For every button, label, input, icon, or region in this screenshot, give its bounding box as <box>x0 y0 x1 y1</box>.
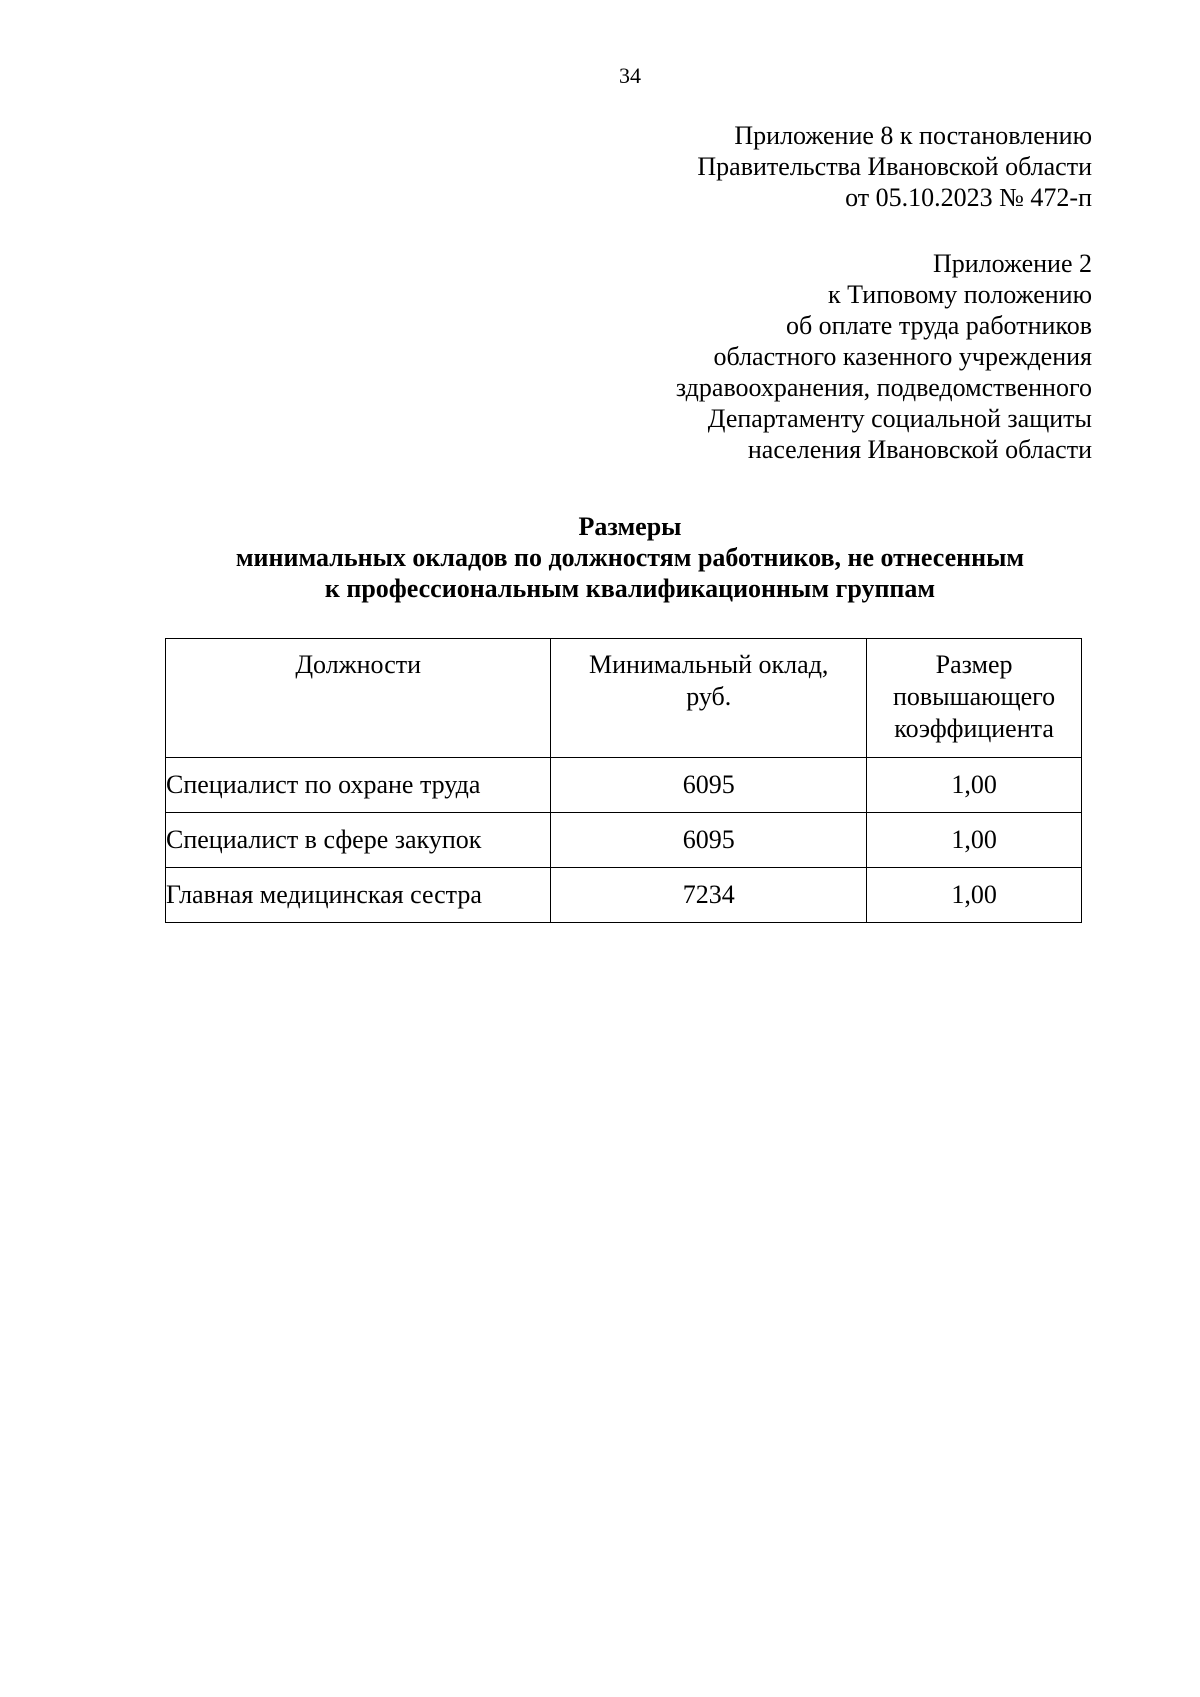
cell-position: Специалист в сфере закупок <box>166 813 551 868</box>
header-salary-text: Минимальный оклад, <box>589 650 829 679</box>
title-line: к профессиональным квалификационным группам <box>324 574 936 603</box>
appendix-2-line: населения Ивановской области <box>747 435 1092 464</box>
cell-salary: 7234 <box>551 868 867 923</box>
header-coefficient <box>867 639 1082 758</box>
header-coefficient-text: Размер <box>935 650 1013 679</box>
appendix-8-line: от 05.10.2023 № 472-п <box>845 183 1092 212</box>
appendix-2-line: Приложение 2 <box>932 249 1092 278</box>
table-row <box>166 813 1082 868</box>
header-coefficient-text: повышающего <box>892 682 1056 711</box>
title-line: Размеры <box>578 512 682 541</box>
table-header-row <box>166 639 1082 758</box>
cell-position: Специалист по охране труда <box>166 758 551 813</box>
header-position <box>166 639 551 758</box>
appendix-2-line: Департаменту социальной защиты <box>707 404 1092 433</box>
page-number: 34 <box>619 63 641 88</box>
appendix-2-line: областного казенного учреждения <box>713 342 1092 371</box>
table-row <box>166 868 1082 923</box>
appendix-2-line: здравоохранения, подведомственного <box>675 373 1092 402</box>
table-row <box>166 758 1082 813</box>
appendix-8-header <box>697 120 1092 213</box>
cell-salary: 6095 <box>551 813 867 868</box>
appendix-8-line: Правительства Ивановской области <box>697 152 1092 181</box>
cell-coefficient: 1,00 <box>867 813 1082 868</box>
cell-coefficient: 1,00 <box>867 868 1082 923</box>
cell-position: Главная медицинская сестра <box>166 868 551 923</box>
salary-table <box>165 638 1082 923</box>
title-line: минимальных окладов по должностям работников, не отнесенным <box>235 543 1025 572</box>
header-coefficient-text: коэффициента <box>894 714 1054 743</box>
appendix-2-header <box>676 248 1092 465</box>
header-salary <box>551 639 867 758</box>
appendix-2-line: об оплате труда работников <box>785 311 1092 340</box>
cell-coefficient: 1,00 <box>867 758 1082 813</box>
appendix-2-line: к Типовому положению <box>827 280 1092 309</box>
header-salary-text: руб. <box>686 682 732 711</box>
header-position-text: Должности <box>295 650 422 679</box>
appendix-8-line: Приложение 8 к постановлению <box>734 121 1092 150</box>
cell-salary: 6095 <box>551 758 867 813</box>
document-title <box>150 511 1110 604</box>
